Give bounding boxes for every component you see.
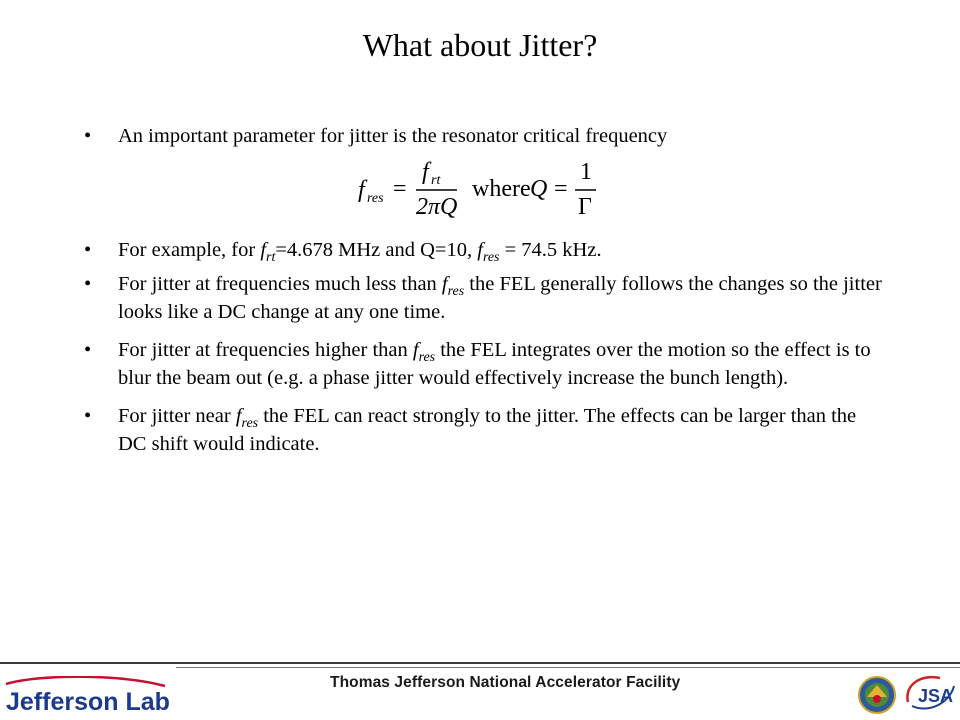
jsa-logo xyxy=(900,672,958,716)
bullet-marker: • xyxy=(84,125,92,147)
f-symbol: f xyxy=(235,405,242,427)
subscript: res xyxy=(482,249,500,265)
jsa-logo-text: JSA xyxy=(918,686,954,706)
bullet-text: For jitter at frequencies much less than xyxy=(118,273,442,295)
bullet-text: the FEL integrates over the motion so the effect is to blur the beam out (e.g. a phase jitter would effectively increase the bunch length). xyxy=(118,339,871,389)
eq-lhs-f: f xyxy=(358,177,365,203)
eq-lhs-sub: res xyxy=(367,191,384,206)
eq-num-sub: rt xyxy=(431,173,441,188)
bullet-text: For example, for xyxy=(118,239,261,261)
footer-divider xyxy=(0,662,960,664)
eq-num-f: f xyxy=(422,159,429,185)
eq-den-2: Γ xyxy=(578,194,592,220)
eq-where: where xyxy=(472,176,531,202)
eq-num-2: 1 xyxy=(580,159,592,185)
bullet-item xyxy=(84,122,884,150)
eq-equals-2: = xyxy=(554,176,568,202)
bullet-text: For jitter at frequencies higher than xyxy=(118,339,413,361)
doe-seal-icon xyxy=(857,675,897,715)
bullet-marker: • xyxy=(84,339,92,361)
subscript: res xyxy=(241,415,259,431)
bullet-marker: • xyxy=(84,239,92,261)
eq-denominator: 2πQ xyxy=(416,194,458,220)
bullet-item xyxy=(84,236,884,264)
bullet-item xyxy=(84,270,884,326)
bullet-list xyxy=(84,122,884,458)
bullet-item xyxy=(84,336,884,392)
f-symbol: f xyxy=(441,273,448,295)
bullet-item xyxy=(84,402,884,458)
eq-q: Q xyxy=(530,176,548,202)
bullet-text: For jitter near xyxy=(118,405,236,427)
bullet-marker: • xyxy=(84,405,92,427)
equation-spacer xyxy=(84,150,884,236)
bullet-text: = 74.5 kHz. xyxy=(499,239,602,261)
f-symbol: f xyxy=(412,339,419,361)
bullet-text: =4.678 MHz and Q=10, xyxy=(275,239,478,261)
slide-title: What about Jitter? xyxy=(362,27,598,63)
footer-divider-thin xyxy=(176,667,960,668)
bullet-marker: • xyxy=(84,273,92,295)
subscript: res xyxy=(447,283,465,299)
bullet-text: An important parameter for jitter is the resonator critical frequency xyxy=(118,125,668,147)
subscript: rt xyxy=(266,249,276,265)
jefferson-lab-logo-text: Jefferson Lab xyxy=(6,688,170,716)
jefferson-lab-logo xyxy=(0,676,175,716)
footer xyxy=(0,662,960,720)
subscript: res xyxy=(418,349,436,365)
f-symbol: f xyxy=(477,239,483,261)
facility-name: Thomas Jefferson National Accelerator Facility xyxy=(330,674,681,691)
f-symbol: f xyxy=(260,239,267,261)
bullet-text: the FEL generally follows the changes so the jitter looks like a DC change at any one time. xyxy=(118,273,882,323)
eq-equals: = xyxy=(393,176,407,202)
bullet-text: the FEL can react strongly to the jitter. The effects can be larger than the DC shift would indicate. xyxy=(118,405,857,455)
